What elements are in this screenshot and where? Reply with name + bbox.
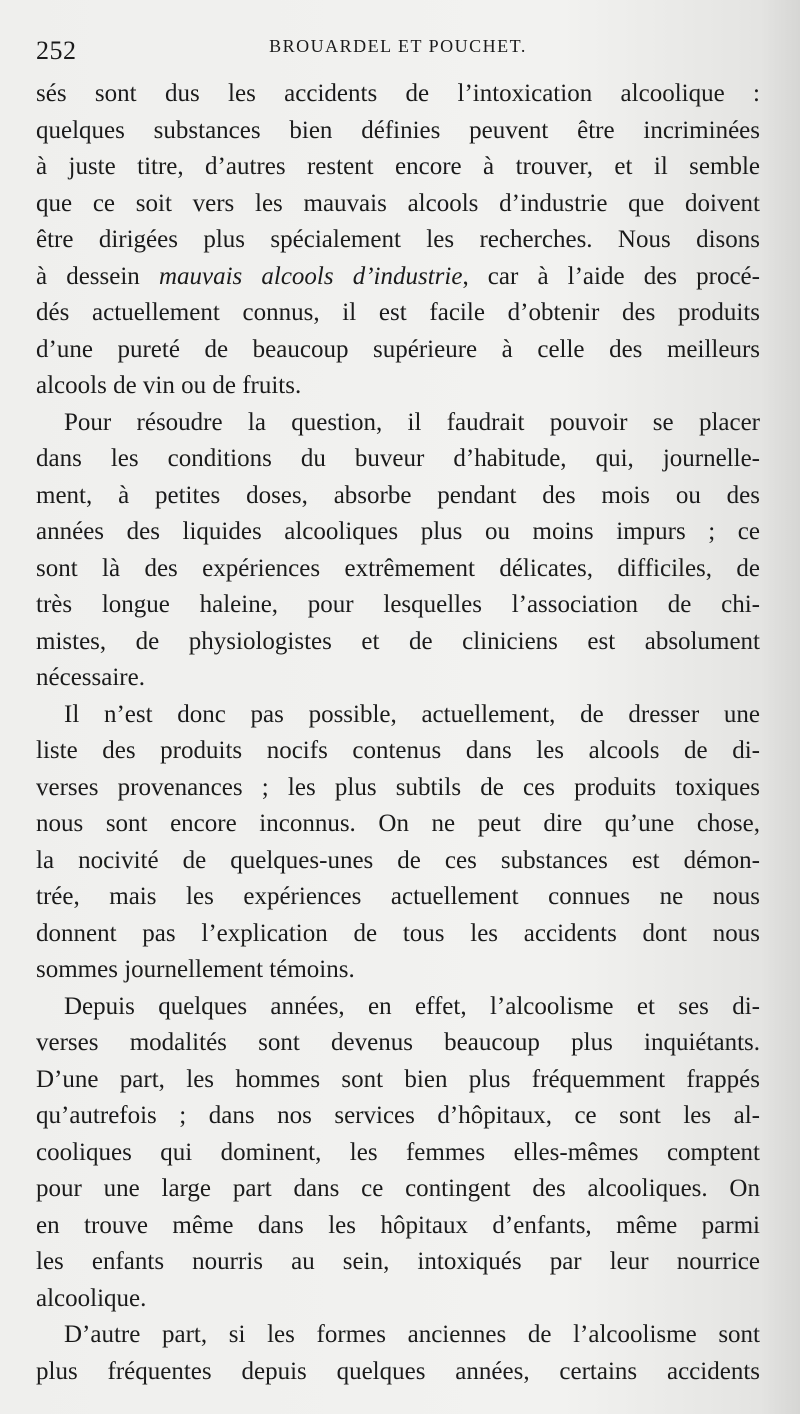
italic-phrase: mauvais alcools d’industrie [158,262,463,290]
text-line: dans les conditions du buveur d’habitude, qui, journelle- [36,445,760,472]
running-head: BROUARDEL ET POUCHET. [269,36,527,56]
text-line: être dirigées plus spécialement les recherches. Nous disons [36,226,760,253]
text-line: très longue haleine, pour lesquelles l’association de chi- [36,591,760,618]
text-line: nous sont encore inconnus. On ne peut dire qu’une chose, [36,810,760,837]
text-line: à juste titre, d’autres restent encore à trouver, et il semble [36,153,760,180]
text-line: années des liquides alcooliques plus ou moins impurs ; ce [36,518,760,545]
text-line: nécessaire. [36,664,145,691]
text-line: que ce soit vers les mauvais alcools d’industrie que doivent [36,189,760,217]
text-line: Pour résoudre la question, il faudrait pouvoir se placer [64,408,760,436]
text-line: qu’autrefois ; dans nos services d’hôpitaux, ce sont les al- [36,1102,760,1129]
text-line: sés sont dus les accidents de l’intoxication alcoolique : [36,80,760,107]
page-number: 252 [36,36,77,65]
paragraph [36,76,760,405]
text-line: dés actuellement connus, il est facile d’obtenir des produits [36,299,760,326]
text-line: ment, à petites doses, absorbe pendant des mois ou des [36,481,760,509]
text-line: D’une part, les hommes sont bien plus fréquemment frappés [36,1065,760,1093]
body-text [36,76,760,1390]
paragraph [36,989,760,1318]
text-line: quelques substances bien définies peuvent être incriminées [36,116,760,144]
text-line: verses provenances ; les plus subtils de ces produits toxiques [36,773,760,801]
text-line: liste des produits nocifs contenus dans les alcools de di- [36,737,760,764]
text-line: les enfants nourris au sein, intoxiqués par leur nourrice [36,1248,760,1275]
text-line: la nocivité de quelques-unes de ces substances est démon- [36,846,760,874]
text-line-mixed [36,259,760,296]
text-line: cooliques qui dominent, les femmes elles-mêmes comptent [36,1138,760,1166]
text-line: pour une large part dans ce contingent des alcooliques. On [36,1175,760,1202]
text-span: , car à l’aide des procé- [462,262,760,290]
paragraph [36,697,760,989]
text-line: alcools de vin ou de fruits. [36,372,302,399]
text-line: alcoolique. [36,1284,147,1312]
paragraph [36,405,760,697]
text-line: Il n’est donc pas possible, actuellement, de dresser une [64,700,760,728]
text-line: verses modalités sont devenus beaucoup plus inquiétants. [36,1029,760,1056]
text-line: trée, mais les expériences actuellement connues ne nous [36,883,760,910]
text-line: sommes journellement témoins. [36,956,355,983]
text-line: Depuis quelques années, en effet, l’alcoolisme et ses di- [64,992,760,1020]
text-line: en trouve même dans les hôpitaux d’enfants, même parmi [36,1211,760,1239]
text-line: sont là des expériences extrêmement délicates, difficiles, de [36,554,760,582]
text-line: plus fréquentes depuis quelques années, certains accidents [36,1357,760,1385]
text-span: à dessein [36,262,140,290]
page-header [36,30,760,70]
paragraph [36,1317,760,1390]
text-line: mistes, de physiologistes et de cliniciens est absolument [36,627,760,655]
text-line: donnent pas l’explication de tous les accidents dont nous [36,919,760,947]
text-line: d’une pureté de beaucoup supérieure à celle des meilleurs [36,335,760,363]
text-line: D’autre part, si les formes anciennes de l’alcoolisme sont [64,1321,760,1348]
